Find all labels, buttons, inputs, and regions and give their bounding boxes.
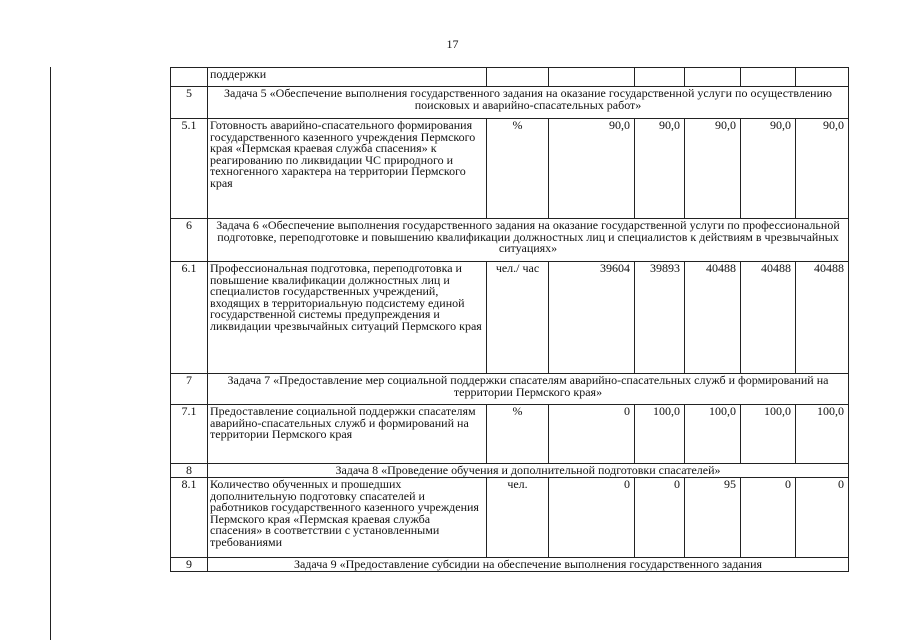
value-cell [796, 68, 849, 87]
indicator-name: Предоставление социальной поддержки спасателям аварийно-спасательных служб и формирований на территории Пермского края [208, 405, 487, 464]
row-number: 8.1 [171, 478, 208, 558]
table-row [171, 119, 849, 219]
task-row [171, 219, 849, 262]
task-row [171, 87, 849, 119]
value-cell: 40488 [741, 262, 796, 374]
task-title: Задача 9 «Предоставление субсидии на обеспечение выполнения государственного задания [208, 558, 849, 572]
table-row [171, 405, 849, 464]
value-cell: 40488 [796, 262, 849, 374]
table-row [171, 262, 849, 374]
indicators-table [170, 67, 849, 572]
value-cell: 90,0 [685, 119, 741, 219]
value-cell: 90,0 [741, 119, 796, 219]
value-cell: 0 [549, 405, 635, 464]
value-cell: 39604 [549, 262, 635, 374]
indicator-name: поддержки [208, 68, 487, 87]
value-cell: 100,0 [635, 405, 685, 464]
margin-rule [50, 67, 51, 640]
value-cell: 100,0 [685, 405, 741, 464]
indicator-name: Готовность аварийно-спасательного формирования государственного казенного учреждения Пермского края «Пермская краевая служба спасения» к реагированию по ликвидации ЧС природного и техногенного характера на территории Пермского края [208, 119, 487, 219]
value-cell [635, 68, 685, 87]
row-number: 6 [171, 219, 208, 262]
value-cell [741, 68, 796, 87]
value-cell: 90,0 [635, 119, 685, 219]
row-number: 5 [171, 87, 208, 119]
unit-cell: чел. [487, 478, 549, 558]
value-cell: 100,0 [741, 405, 796, 464]
unit-cell: % [487, 405, 549, 464]
value-cell: 40488 [685, 262, 741, 374]
row-number: 6.1 [171, 262, 208, 374]
value-cell: 0 [741, 478, 796, 558]
task-title: Задача 5 «Обеспечение выполнения государственного задания на оказание государственной услуги по осуществлению поисковых и аварийно-спасательных работ» [208, 87, 849, 119]
task-title: Задача 8 «Проведение обучения и дополнительной подготовки спасателей» [208, 464, 849, 478]
table-row [171, 68, 849, 87]
value-cell: 95 [685, 478, 741, 558]
unit-cell [487, 68, 549, 87]
row-number: 9 [171, 558, 208, 572]
row-number [171, 68, 208, 87]
value-cell: 100,0 [796, 405, 849, 464]
value-cell: 0 [549, 478, 635, 558]
table-row [171, 478, 849, 558]
row-number: 5.1 [171, 119, 208, 219]
task-row [171, 464, 849, 478]
page-number: 17 [446, 37, 459, 51]
value-cell [549, 68, 635, 87]
task-title: Задача 6 «Обеспечение выполнения государственного задания на оказание государственной услуги по профессиональной подготовке, переподготовке и повышению квалификации должностных лиц и специалистов к действиям в чрезвычайных ситуациях» [208, 219, 849, 262]
indicator-name: Профессиональная подготовка, переподготовка и повышение квалификации должностных лиц и специалистов государственных учреждений, входящих в территориальную подсистему единой государственной системы предупреждения и ликвидации чрезвычайных ситуаций Пермского края [208, 262, 487, 374]
task-row [171, 558, 849, 572]
value-cell: 39893 [635, 262, 685, 374]
value-cell: 0 [796, 478, 849, 558]
indicator-name: Количество обученных и прошедших дополнительную подготовку спасателей и работников государственного казенного учреждения Пермского края «Пермская краевая служба спасения» в соответствии с установленными требованиями [208, 478, 487, 558]
value-cell: 90,0 [549, 119, 635, 219]
row-number: 8 [171, 464, 208, 478]
row-number: 7.1 [171, 405, 208, 464]
unit-cell: чел./ час [487, 262, 549, 374]
task-title: Задача 7 «Предоставление мер социальной поддержки спасателям аварийно-спасательных служб и формирований на территории Пермского края» [208, 374, 849, 405]
unit-cell: % [487, 119, 549, 219]
value-cell: 0 [635, 478, 685, 558]
value-cell [685, 68, 741, 87]
task-row [171, 374, 849, 405]
value-cell: 90,0 [796, 119, 849, 219]
row-number: 7 [171, 374, 208, 405]
